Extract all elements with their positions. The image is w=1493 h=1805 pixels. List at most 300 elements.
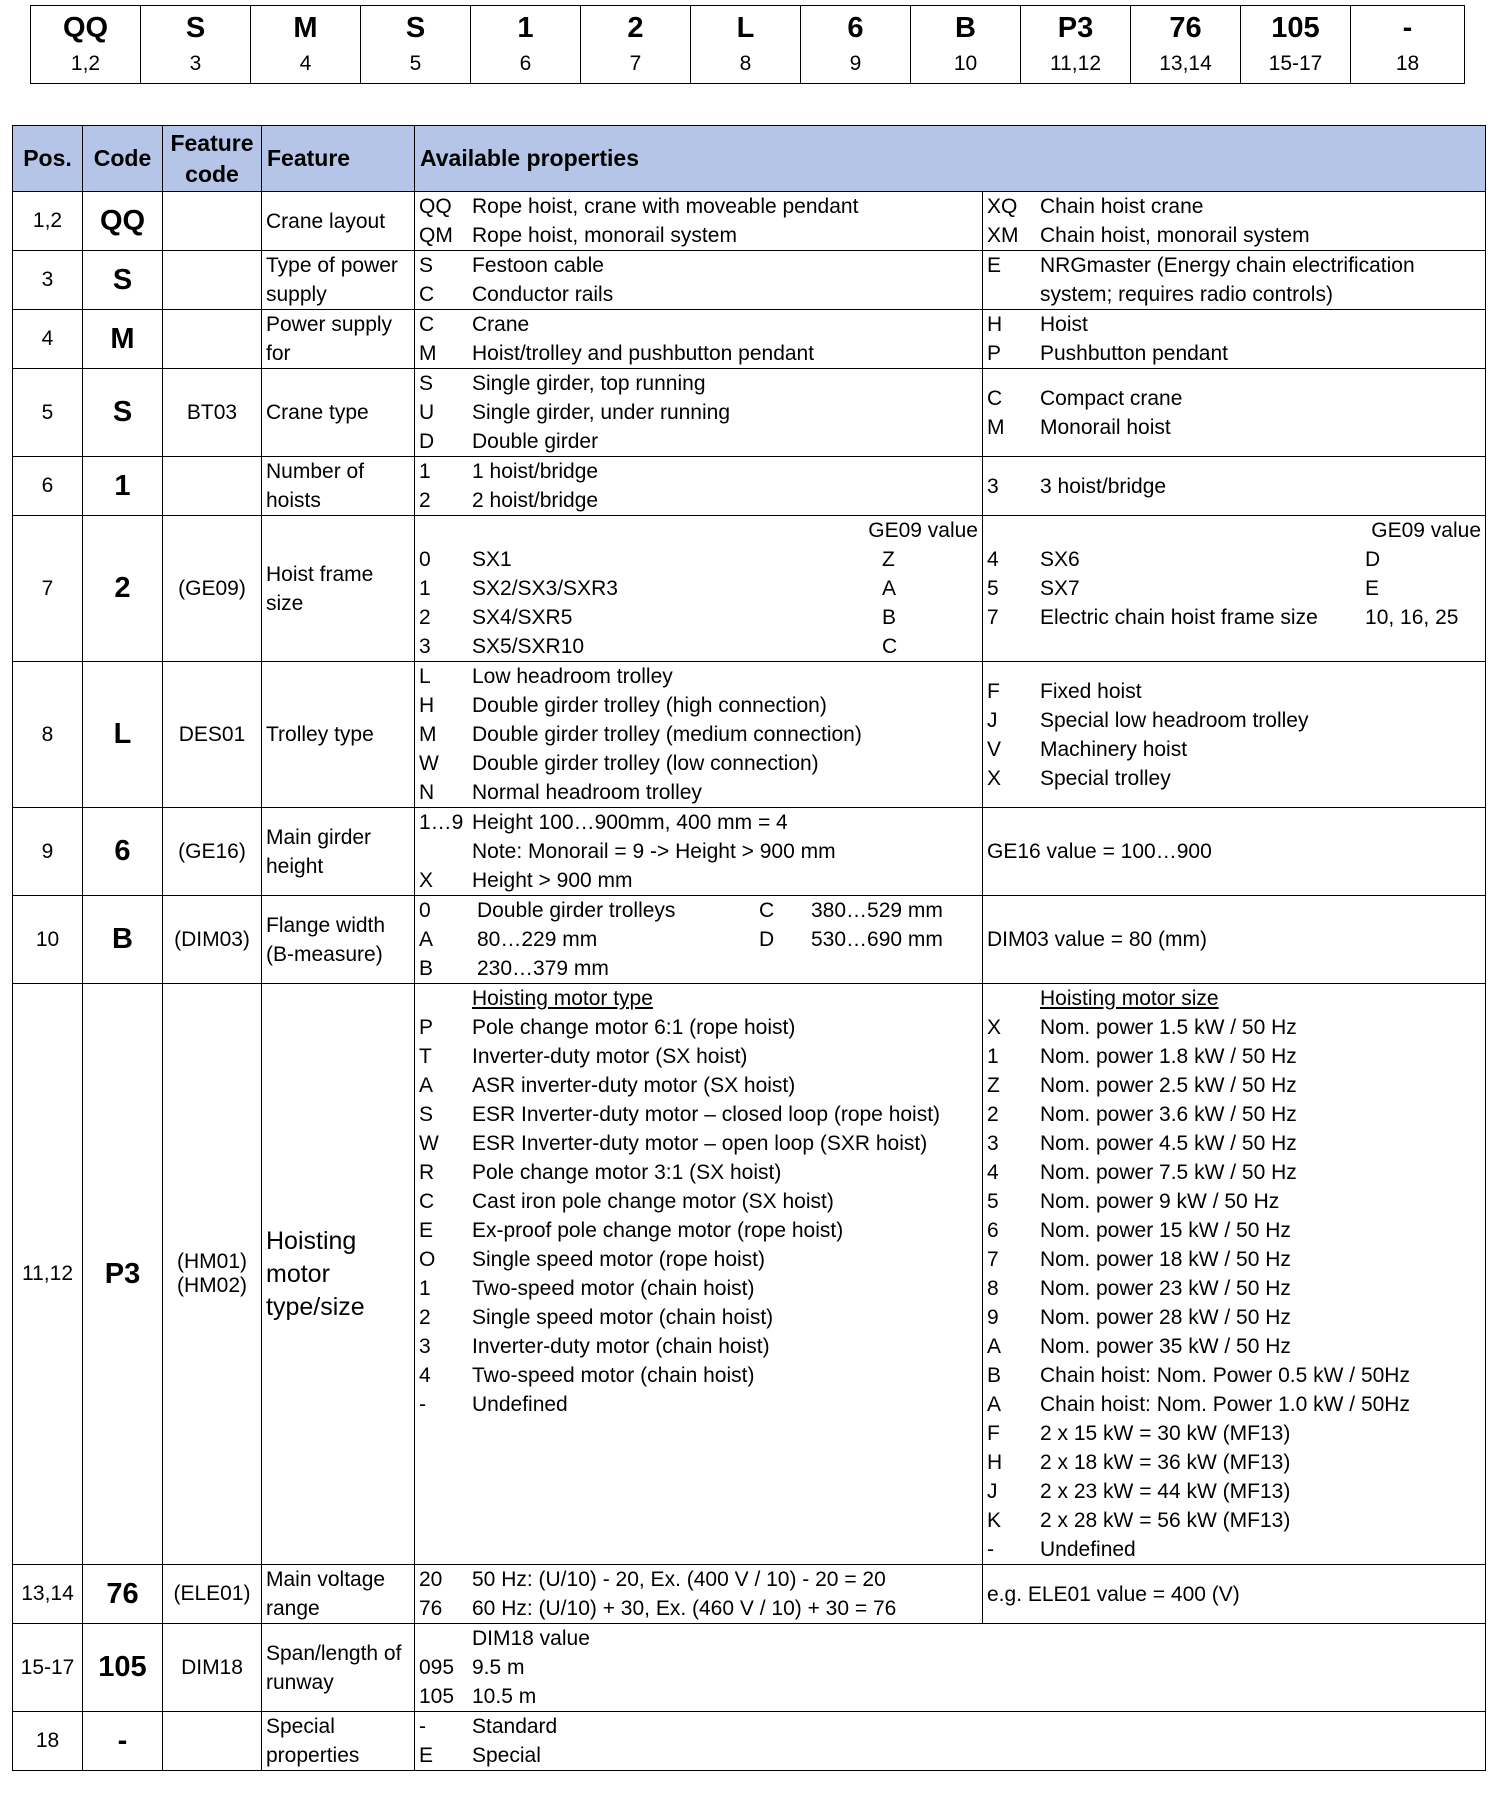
property-key: B xyxy=(419,957,434,980)
strip-code: 76 xyxy=(1131,6,1241,52)
property-key: N xyxy=(419,781,435,804)
property-key: J xyxy=(987,708,998,732)
property-value: D xyxy=(1365,548,1381,571)
property-key: X xyxy=(987,1016,1002,1039)
property-key: M xyxy=(419,342,437,365)
property-text: Nom. power 1.5 kW / 50 Hz xyxy=(1040,1016,1297,1039)
property-text: Chain hoist: Nom. Power 1.0 kW / 50Hz xyxy=(1040,1393,1410,1416)
row-code: 76 xyxy=(83,1565,163,1624)
property-line xyxy=(415,1303,982,1332)
strip-code: L xyxy=(691,6,801,52)
motor-size-heading: Hoisting motor size xyxy=(1040,987,1219,1010)
property-text: SX5/SXR10 xyxy=(472,635,585,658)
properties-left xyxy=(415,251,983,310)
property-text: Crane xyxy=(472,313,530,336)
row-code: P3 xyxy=(83,984,163,1565)
table-row xyxy=(13,984,1486,1565)
property-key: H xyxy=(987,1451,1003,1474)
property-text: Special trolley xyxy=(1040,766,1171,790)
property-line xyxy=(415,778,982,807)
property-key: 1 xyxy=(419,460,431,483)
table-row xyxy=(13,1624,1486,1712)
row-code: B xyxy=(83,896,163,984)
property-text: Chain hoist crane xyxy=(1040,195,1204,218)
properties-left xyxy=(415,369,983,457)
property-key-2: C xyxy=(759,899,775,922)
row-code: 6 xyxy=(83,808,163,896)
property-value: B xyxy=(882,606,897,629)
property-text: Cast iron pole change motor (SX hoist) xyxy=(472,1190,834,1213)
property-line xyxy=(983,603,1485,632)
property-text: Single girder, top running xyxy=(472,372,706,395)
row-feature: Trolley type xyxy=(262,662,415,808)
table-row xyxy=(13,1565,1486,1624)
property-line xyxy=(983,1419,1485,1448)
property-text: Electric chain hoist frame size xyxy=(1040,606,1318,629)
property-text: NRGmaster (Energy chain electrification xyxy=(1040,254,1415,277)
property-line xyxy=(415,866,982,895)
property-text: Note: Monorail = 9 -> Height > 900 mm xyxy=(472,840,836,863)
property-text: Standard xyxy=(472,1715,558,1738)
row-position: 13,14 xyxy=(13,1565,83,1624)
property-line xyxy=(415,1013,982,1042)
properties-left xyxy=(415,1624,1486,1712)
properties-right xyxy=(983,896,1486,984)
property-key: T xyxy=(419,1045,432,1068)
header-pos: Pos. xyxy=(13,126,83,192)
property-key: 2 xyxy=(987,1103,999,1126)
property-line xyxy=(983,1448,1485,1477)
property-key: S xyxy=(419,1103,434,1126)
property-text: ASR inverter-duty motor (SX hoist) xyxy=(472,1074,796,1097)
properties-right xyxy=(983,662,1486,808)
properties-left xyxy=(415,457,983,516)
property-text: 2 x 15 kW = 30 kW (MF13) xyxy=(1040,1422,1291,1445)
strip-code: B xyxy=(911,6,1021,52)
property-text: Undefined xyxy=(1040,1538,1136,1561)
property-text: Rope hoist, crane with moveable pendant xyxy=(472,195,859,218)
property-key: D xyxy=(419,430,435,453)
property-key: M xyxy=(419,723,437,746)
row-position: 7 xyxy=(13,516,83,662)
row-position: 9 xyxy=(13,808,83,896)
property-text: Pole change motor 3:1 (SX hoist) xyxy=(472,1161,782,1184)
property-key xyxy=(983,280,1040,309)
strip-position: 8 xyxy=(691,51,801,83)
property-line xyxy=(415,603,982,632)
properties-left xyxy=(415,662,983,808)
row-feature: Main voltage range xyxy=(262,1565,415,1624)
property-value: 10, 16, 25 xyxy=(1365,606,1459,629)
table-row xyxy=(13,516,1486,662)
row-feature-code: (ELE01) xyxy=(163,1565,262,1624)
property-key: E xyxy=(419,1219,434,1242)
row-feature-code xyxy=(163,457,262,516)
property-text: Nom. power 15 kW / 50 Hz xyxy=(1040,1219,1291,1242)
properties-left xyxy=(415,1565,983,1624)
properties-left xyxy=(415,984,983,1565)
property-line xyxy=(983,1361,1485,1390)
header-code: Code xyxy=(83,126,163,192)
properties-left xyxy=(415,192,983,251)
row-position: 11,12 xyxy=(13,984,83,1565)
property-text: Normal headroom trolley xyxy=(472,781,702,804)
property-key: 7 xyxy=(987,606,999,629)
property-key: - xyxy=(987,1538,994,1561)
property-text: 1 hoist/bridge xyxy=(472,460,599,483)
property-text: Single speed motor (rope hoist) xyxy=(472,1248,765,1271)
property-line xyxy=(983,221,1485,250)
row-code: S xyxy=(83,251,163,310)
property-text: 2 x 28 kW = 56 kW (MF13) xyxy=(1040,1509,1291,1532)
row-code: 2 xyxy=(83,516,163,662)
property-line xyxy=(415,632,982,661)
property-text: Single girder, under running xyxy=(472,401,731,424)
property-text: SX2/SX3/SXR3 xyxy=(472,577,618,600)
property-key: X xyxy=(419,869,434,892)
property-key: Z xyxy=(987,1074,1000,1097)
property-text: Hoist/trolley and pushbutton pendant xyxy=(472,342,815,365)
row-code: 1 xyxy=(83,457,163,516)
property-key: E xyxy=(419,1744,434,1767)
property-line xyxy=(983,1303,1485,1332)
strip-pos-row xyxy=(31,51,1465,83)
property-line xyxy=(983,1158,1485,1187)
property-key: S xyxy=(419,372,434,395)
property-line xyxy=(983,574,1485,603)
property-line xyxy=(415,427,982,456)
property-key: M xyxy=(987,415,1005,439)
strip-code: M xyxy=(251,6,361,52)
type-code-table xyxy=(12,125,1486,1771)
strip-position: 10 xyxy=(911,51,1021,83)
strip-position: 13,14 xyxy=(1131,51,1241,83)
strip-code: 6 xyxy=(801,6,911,52)
property-text: 2 x 23 kW = 44 kW (MF13) xyxy=(1040,1480,1291,1503)
property-key: 8 xyxy=(987,1277,999,1300)
property-key: XQ xyxy=(987,195,1018,218)
property-text: 9.5 m xyxy=(472,1656,525,1679)
property-key: 1 xyxy=(419,1277,431,1300)
row-feature: Number of hoists xyxy=(262,457,415,516)
row-code: QQ xyxy=(83,192,163,251)
property-text: Fixed hoist xyxy=(1040,679,1142,703)
row-position: 10 xyxy=(13,896,83,984)
property-line xyxy=(983,1013,1485,1042)
row-feature: Type of power supply xyxy=(262,251,415,310)
properties-right xyxy=(983,369,1486,457)
property-text: Pushbutton pendant xyxy=(1040,342,1228,365)
property-key: 6 xyxy=(987,1219,999,1242)
row-feature: Special properties xyxy=(262,1712,415,1771)
property-line xyxy=(415,1216,982,1245)
property-line xyxy=(983,1129,1485,1158)
property-line xyxy=(415,339,982,368)
property-key: F xyxy=(987,679,1000,703)
property-text: Nom. power 18 kW / 50 Hz xyxy=(1040,1248,1291,1271)
property-value: E xyxy=(1365,577,1380,600)
property-key: 3 xyxy=(987,474,999,498)
table-row xyxy=(13,192,1486,251)
property-line xyxy=(983,1216,1485,1245)
properties-left xyxy=(415,310,983,369)
row-feature-code: BT03 xyxy=(163,369,262,457)
property-line xyxy=(415,1100,982,1129)
property-line xyxy=(983,1477,1485,1506)
property-line xyxy=(415,1245,982,1274)
property-line xyxy=(415,251,982,280)
property-line xyxy=(983,1506,1485,1535)
property-value-note: DIM03 value = 80 (mm) xyxy=(987,928,1207,951)
row-feature: Crane type xyxy=(262,369,415,457)
motor-size-title xyxy=(983,984,1485,1013)
property-text-2: 530…690 mm xyxy=(811,928,943,951)
row-feature: Flange width (B-measure) xyxy=(262,896,415,984)
row-feature-code: (GE09) xyxy=(163,516,262,662)
property-key: X xyxy=(987,766,1002,790)
property-key: H xyxy=(419,694,435,717)
property-line xyxy=(983,280,1485,309)
table-row xyxy=(13,808,1486,896)
property-key: C xyxy=(419,313,435,336)
property-text: Special low headroom trolley xyxy=(1040,708,1309,732)
property-key: 2 xyxy=(419,606,431,629)
table-header-row xyxy=(13,126,1486,192)
property-key: C xyxy=(419,1190,435,1213)
property-key: 1 xyxy=(987,1045,999,1068)
property-line xyxy=(415,1332,982,1361)
property-line xyxy=(415,837,982,866)
property-key: C xyxy=(419,283,435,306)
property-line xyxy=(415,1653,1485,1682)
property-text: Double girder trolley (low connection) xyxy=(472,752,819,775)
strip-position: 7 xyxy=(581,51,691,83)
property-text: DIM18 value xyxy=(472,1627,590,1650)
properties-left xyxy=(415,896,983,984)
row-position: 4 xyxy=(13,310,83,369)
property-text-2 xyxy=(811,954,982,983)
properties-right xyxy=(983,1565,1486,1624)
property-text: SX4/SXR5 xyxy=(472,606,573,629)
property-text: Nom. power 7.5 kW / 50 Hz xyxy=(1040,1161,1297,1184)
property-line xyxy=(415,1390,982,1419)
property-line xyxy=(415,398,982,427)
table-row xyxy=(13,662,1486,808)
value-header-left: GE09 value xyxy=(868,519,978,542)
property-text: 60 Hz: (U/10) + 30, Ex. (460 V / 10) + 30 = 76 xyxy=(472,1597,897,1620)
strip-position: 6 xyxy=(471,51,581,83)
row-position: 18 xyxy=(13,1712,83,1771)
property-key: 5 xyxy=(987,577,999,600)
property-line xyxy=(415,1682,1485,1711)
property-key: 3 xyxy=(419,1335,431,1358)
property-line xyxy=(415,720,982,749)
property-line xyxy=(983,1274,1485,1303)
row-feature-code xyxy=(163,251,262,310)
property-key: C xyxy=(987,386,1003,410)
property-key: 3 xyxy=(987,1132,999,1155)
row-feature-code: (GE16) xyxy=(163,808,262,896)
strip-position: 11,12 xyxy=(1021,51,1131,83)
property-line xyxy=(415,192,982,221)
property-text: SX6 xyxy=(1040,548,1080,571)
table-row xyxy=(13,457,1486,516)
property-line xyxy=(983,1042,1485,1071)
row-position: 6 xyxy=(13,457,83,516)
table-row xyxy=(13,1712,1486,1771)
property-text: Nom. power 35 kW / 50 Hz xyxy=(1040,1335,1291,1358)
row-code: 105 xyxy=(83,1624,163,1712)
property-line xyxy=(415,310,982,339)
row-position: 15-17 xyxy=(13,1624,83,1712)
property-key xyxy=(415,984,472,1013)
property-text: Nom. power 4.5 kW / 50 Hz xyxy=(1040,1132,1297,1155)
property-line xyxy=(983,677,1485,706)
row-position: 1,2 xyxy=(13,192,83,251)
property-text: ESR Inverter-duty motor – open loop (SXR hoist) xyxy=(472,1132,928,1155)
property-key: 7 xyxy=(987,1248,999,1271)
property-text: Festoon cable xyxy=(472,254,604,277)
property-line xyxy=(415,1624,1485,1653)
property-key: 1…9 xyxy=(419,811,464,834)
property-text: Conductor rails xyxy=(472,283,614,306)
property-line xyxy=(415,662,982,691)
row-position: 8 xyxy=(13,662,83,808)
property-line xyxy=(415,954,982,983)
table-row xyxy=(13,310,1486,369)
property-key: L xyxy=(419,665,431,688)
property-text: Double girder trolleys xyxy=(477,899,676,922)
property-key: A xyxy=(419,928,434,951)
property-text: 230…379 mm xyxy=(477,957,609,980)
property-key: 105 xyxy=(419,1685,455,1708)
strip-code: 2 xyxy=(581,6,691,52)
property-key: QM xyxy=(419,224,453,247)
strip-code: S xyxy=(141,6,251,52)
property-text: Ex-proof pole change motor (rope hoist) xyxy=(472,1219,844,1242)
header-feature-code xyxy=(163,126,262,192)
property-text: Nom. power 3.6 kW / 50 Hz xyxy=(1040,1103,1297,1126)
property-key: A xyxy=(987,1393,1002,1416)
header-available-properties: Available properties xyxy=(415,126,1486,192)
row-code: M xyxy=(83,310,163,369)
property-key: XM xyxy=(987,224,1019,247)
property-line xyxy=(983,735,1485,764)
property-key: 9 xyxy=(987,1306,999,1329)
property-key: 4 xyxy=(987,1161,999,1184)
property-key xyxy=(983,984,1040,1013)
property-key: W xyxy=(419,752,439,775)
row-feature: Hoist frame size xyxy=(262,516,415,662)
property-key: 20 xyxy=(419,1568,443,1591)
property-line xyxy=(415,1071,982,1100)
strip-position: 5 xyxy=(361,51,471,83)
property-line xyxy=(983,706,1485,735)
property-key: U xyxy=(419,401,435,424)
property-line xyxy=(415,1741,1485,1770)
property-text: Chain hoist, monorail system xyxy=(1040,224,1310,247)
property-key: 4 xyxy=(987,548,999,571)
row-feature: Hoisting motor type/size xyxy=(262,984,415,1565)
properties-left xyxy=(415,808,983,896)
motor-type-title xyxy=(415,984,982,1013)
property-key xyxy=(415,837,472,866)
property-value: C xyxy=(882,635,898,658)
properties-left xyxy=(415,1712,1486,1771)
motor-type-heading: Hoisting motor type xyxy=(472,987,653,1010)
property-text: Rope hoist, monorail system xyxy=(472,224,737,247)
property-line xyxy=(415,486,982,515)
property-line xyxy=(983,1332,1485,1361)
property-key: W xyxy=(419,1132,439,1155)
property-line xyxy=(983,251,1485,280)
property-text: Nom. power 2.5 kW / 50 Hz xyxy=(1040,1074,1297,1097)
property-text: system; requires radio controls) xyxy=(1040,283,1333,306)
property-key: 095 xyxy=(419,1656,455,1679)
property-line xyxy=(415,1565,982,1594)
property-key: V xyxy=(987,737,1002,761)
row-feature-code xyxy=(163,310,262,369)
property-text-2: 380…529 mm xyxy=(811,899,943,922)
row-feature: Power supply for xyxy=(262,310,415,369)
header-feature-code-label: Feature code xyxy=(170,129,254,187)
properties-right xyxy=(983,192,1486,251)
property-key: R xyxy=(419,1161,435,1184)
property-key: 4 xyxy=(419,1364,431,1387)
properties-right xyxy=(983,808,1486,896)
property-text: Nom. power 28 kW / 50 Hz xyxy=(1040,1306,1291,1329)
table-row xyxy=(13,896,1486,984)
property-key: A xyxy=(987,1335,1002,1358)
strip-position: 3 xyxy=(141,51,251,83)
strip-code: - xyxy=(1351,6,1465,52)
property-line xyxy=(983,1100,1485,1129)
property-line xyxy=(415,808,982,837)
property-key-2: D xyxy=(759,928,775,951)
property-key: P xyxy=(419,1016,434,1039)
strip-code: QQ xyxy=(31,6,141,52)
row-position: 3 xyxy=(13,251,83,310)
property-text: ESR Inverter-duty motor – closed loop (rope hoist) xyxy=(472,1103,941,1126)
property-text: Inverter-duty motor (chain hoist) xyxy=(472,1335,770,1358)
strip-code: 1 xyxy=(471,6,581,52)
header-feature: Feature xyxy=(262,126,415,192)
properties-right xyxy=(983,251,1486,310)
property-line xyxy=(415,221,982,250)
type-code-strip xyxy=(30,5,1465,84)
property-text: Two-speed motor (chain hoist) xyxy=(472,1277,755,1300)
property-text: Special xyxy=(472,1744,541,1767)
property-key: - xyxy=(419,1715,426,1738)
property-line xyxy=(415,1042,982,1071)
property-text: 80…229 mm xyxy=(477,928,598,951)
strip-code-row xyxy=(31,6,1465,52)
strip-code: S xyxy=(361,6,471,52)
row-feature-code: (HM01) (HM02) xyxy=(163,984,262,1565)
property-key: 2 xyxy=(419,489,431,512)
value-header-right: GE09 value xyxy=(1371,519,1482,542)
property-text: Double girder trolley (medium connection) xyxy=(472,723,862,746)
property-key: - xyxy=(419,1393,426,1416)
row-feature-code xyxy=(163,192,262,251)
property-text: Hoist xyxy=(1040,313,1088,336)
property-key: F xyxy=(987,1422,1000,1445)
property-line xyxy=(983,1245,1485,1274)
property-key: H xyxy=(987,313,1003,336)
property-value-note: e.g. ELE01 value = 400 (V) xyxy=(987,1582,1240,1606)
property-key: QQ xyxy=(419,195,452,218)
property-text: SX1 xyxy=(472,548,512,571)
